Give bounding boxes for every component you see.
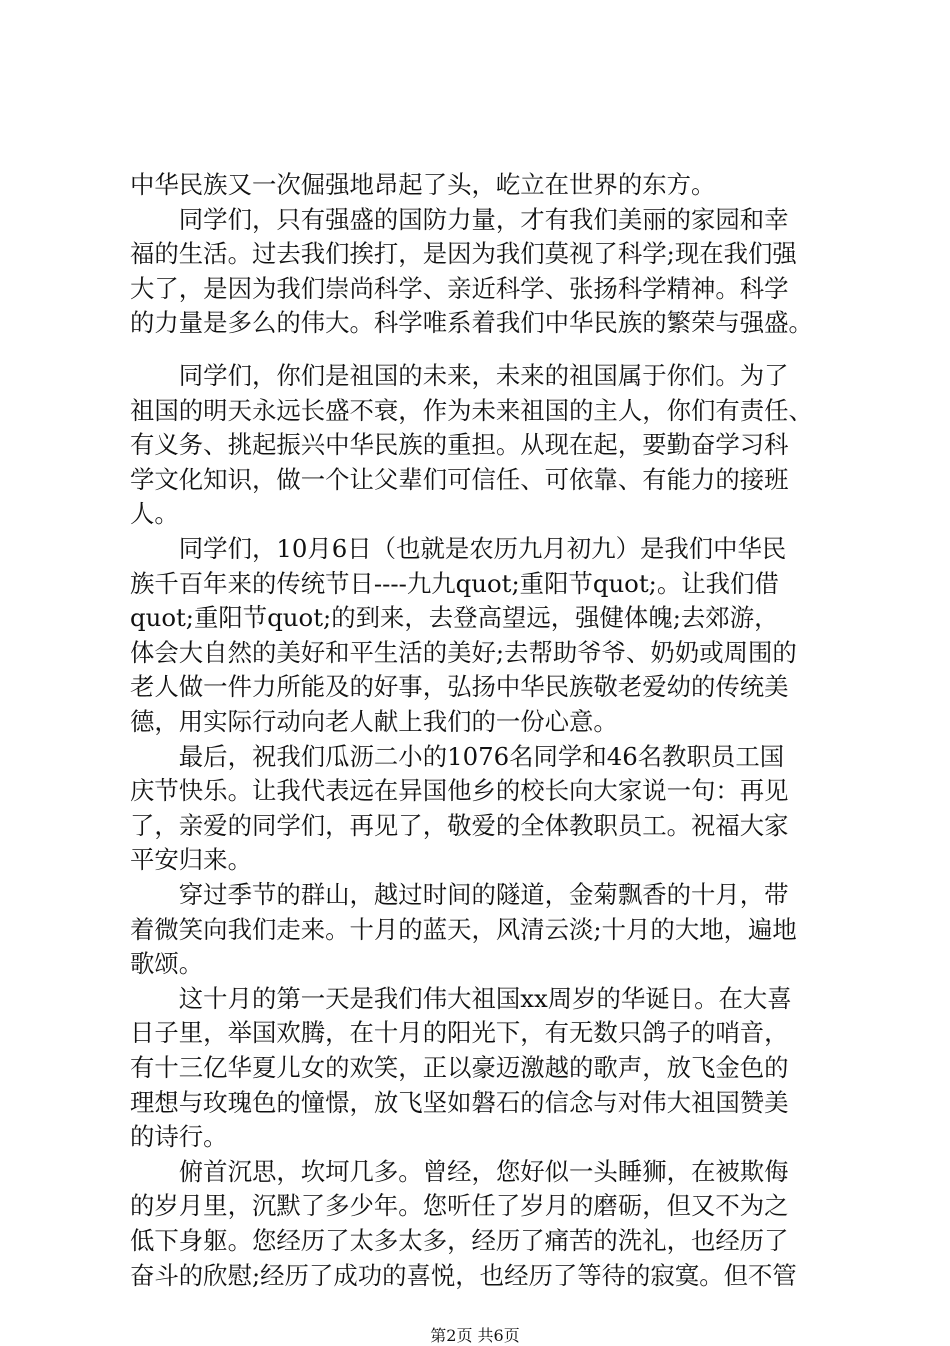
text-line: 人。 [130, 499, 179, 528]
text-line: 大了，是因为我们崇尚科学、亲近科学、张扬科学精神。科学 [130, 274, 789, 303]
text-line: 同学们，只有强盛的国防力量，才有我们美丽的家园和幸 [130, 205, 789, 234]
text-line: 穿过季节的群山，越过时间的隧道，金菊飘香的十月，带 [130, 880, 789, 909]
text-line: 理想与玫瑰色的憧憬，放飞坚如磐石的信念与对伟大祖国赞美 [130, 1088, 789, 1117]
text-line: 祖国的明天永远长盛不衰，作为未来祖国的主人，你们有责任、 [130, 396, 813, 425]
text-line: 老人做一件力所能及的好事，弘扬中华民族敬老爱幼的传统美 [130, 672, 789, 701]
text-line: 这十月的第一天是我们伟大祖国xx周岁的华诞日。在大喜 [130, 984, 792, 1013]
text-line: 庆节快乐。让我代表远在异国他乡的校长向大家说一句：再见 [130, 776, 789, 805]
text-line: 俯首沉思，坎坷几多。曾经，您好似一头睡狮，在被欺侮 [130, 1157, 789, 1186]
text-line: 学文化知识，做一个让父辈们可信任、可依靠、有能力的接班 [130, 465, 789, 494]
text-line: 德，用实际行动向老人献上我们的一份心意。 [130, 707, 618, 736]
text-line: 体会大自然的美好和平生活的美好;去帮助爷爷、奶奶或周围的 [130, 638, 797, 667]
page-number-footer: 第2页 共6页 [430, 1326, 520, 1345]
text-line: 福的生活。过去我们挨打，是因为我们莫视了科学;现在我们强 [130, 239, 797, 268]
text-line: 的力量是多么的伟大。科学唯系着我们中华民族的繁荣与强盛。 [130, 308, 813, 337]
text-line: 中华民族又一次倔强地昂起了头，屹立在世界的东方。 [130, 170, 716, 199]
text-line: 的诗行。 [130, 1122, 228, 1151]
text-line: 有十三亿华夏儿女的欢笑，正以豪迈激越的歌声，放飞金色的 [130, 1053, 789, 1082]
text-line: 族千百年来的传统节日----九九quot;重阳节quot;。让我们借 [130, 569, 779, 598]
text-line: 奋斗的欣慰;经历了成功的喜悦，也经历了等待的寂寞。但不管 [130, 1261, 797, 1290]
text-line: 的岁月里，沉默了多少年。您听任了岁月的磨砺，但又不为之 [130, 1191, 789, 1220]
text-line: 着微笑向我们走来。十月的蓝天，风清云淡;十月的大地，遍地 [130, 915, 797, 944]
text-line: 同学们，10月6日（也就是农历九月初九）是我们中华民 [130, 534, 787, 563]
text-line: 有义务、挑起振兴中华民族的重担。从现在起，要勤奋学习科 [130, 430, 789, 459]
text-line: 最后，祝我们瓜沥二小的1076名同学和46名教职员工国 [130, 742, 785, 771]
text-line: quot;重阳节quot;的到来，去登高望远，强健体魄;去郊游， [130, 603, 779, 632]
text-line: 了，亲爱的同学们，再见了，敬爱的全体教职员工。祝福大家 [130, 811, 789, 840]
text-line: 歌颂。 [130, 949, 204, 978]
text-line: 低下身躯。您经历了太多太多，经历了痛苦的洗礼，也经历了 [130, 1226, 789, 1255]
text-line: 日子里，举国欢腾，在十月的阳光下，有无数只鸽子的哨音， [130, 1018, 789, 1047]
text-line: 同学们，你们是祖国的未来，未来的祖国属于你们。为了 [130, 361, 789, 390]
text-line: 平安归来。 [130, 845, 252, 874]
